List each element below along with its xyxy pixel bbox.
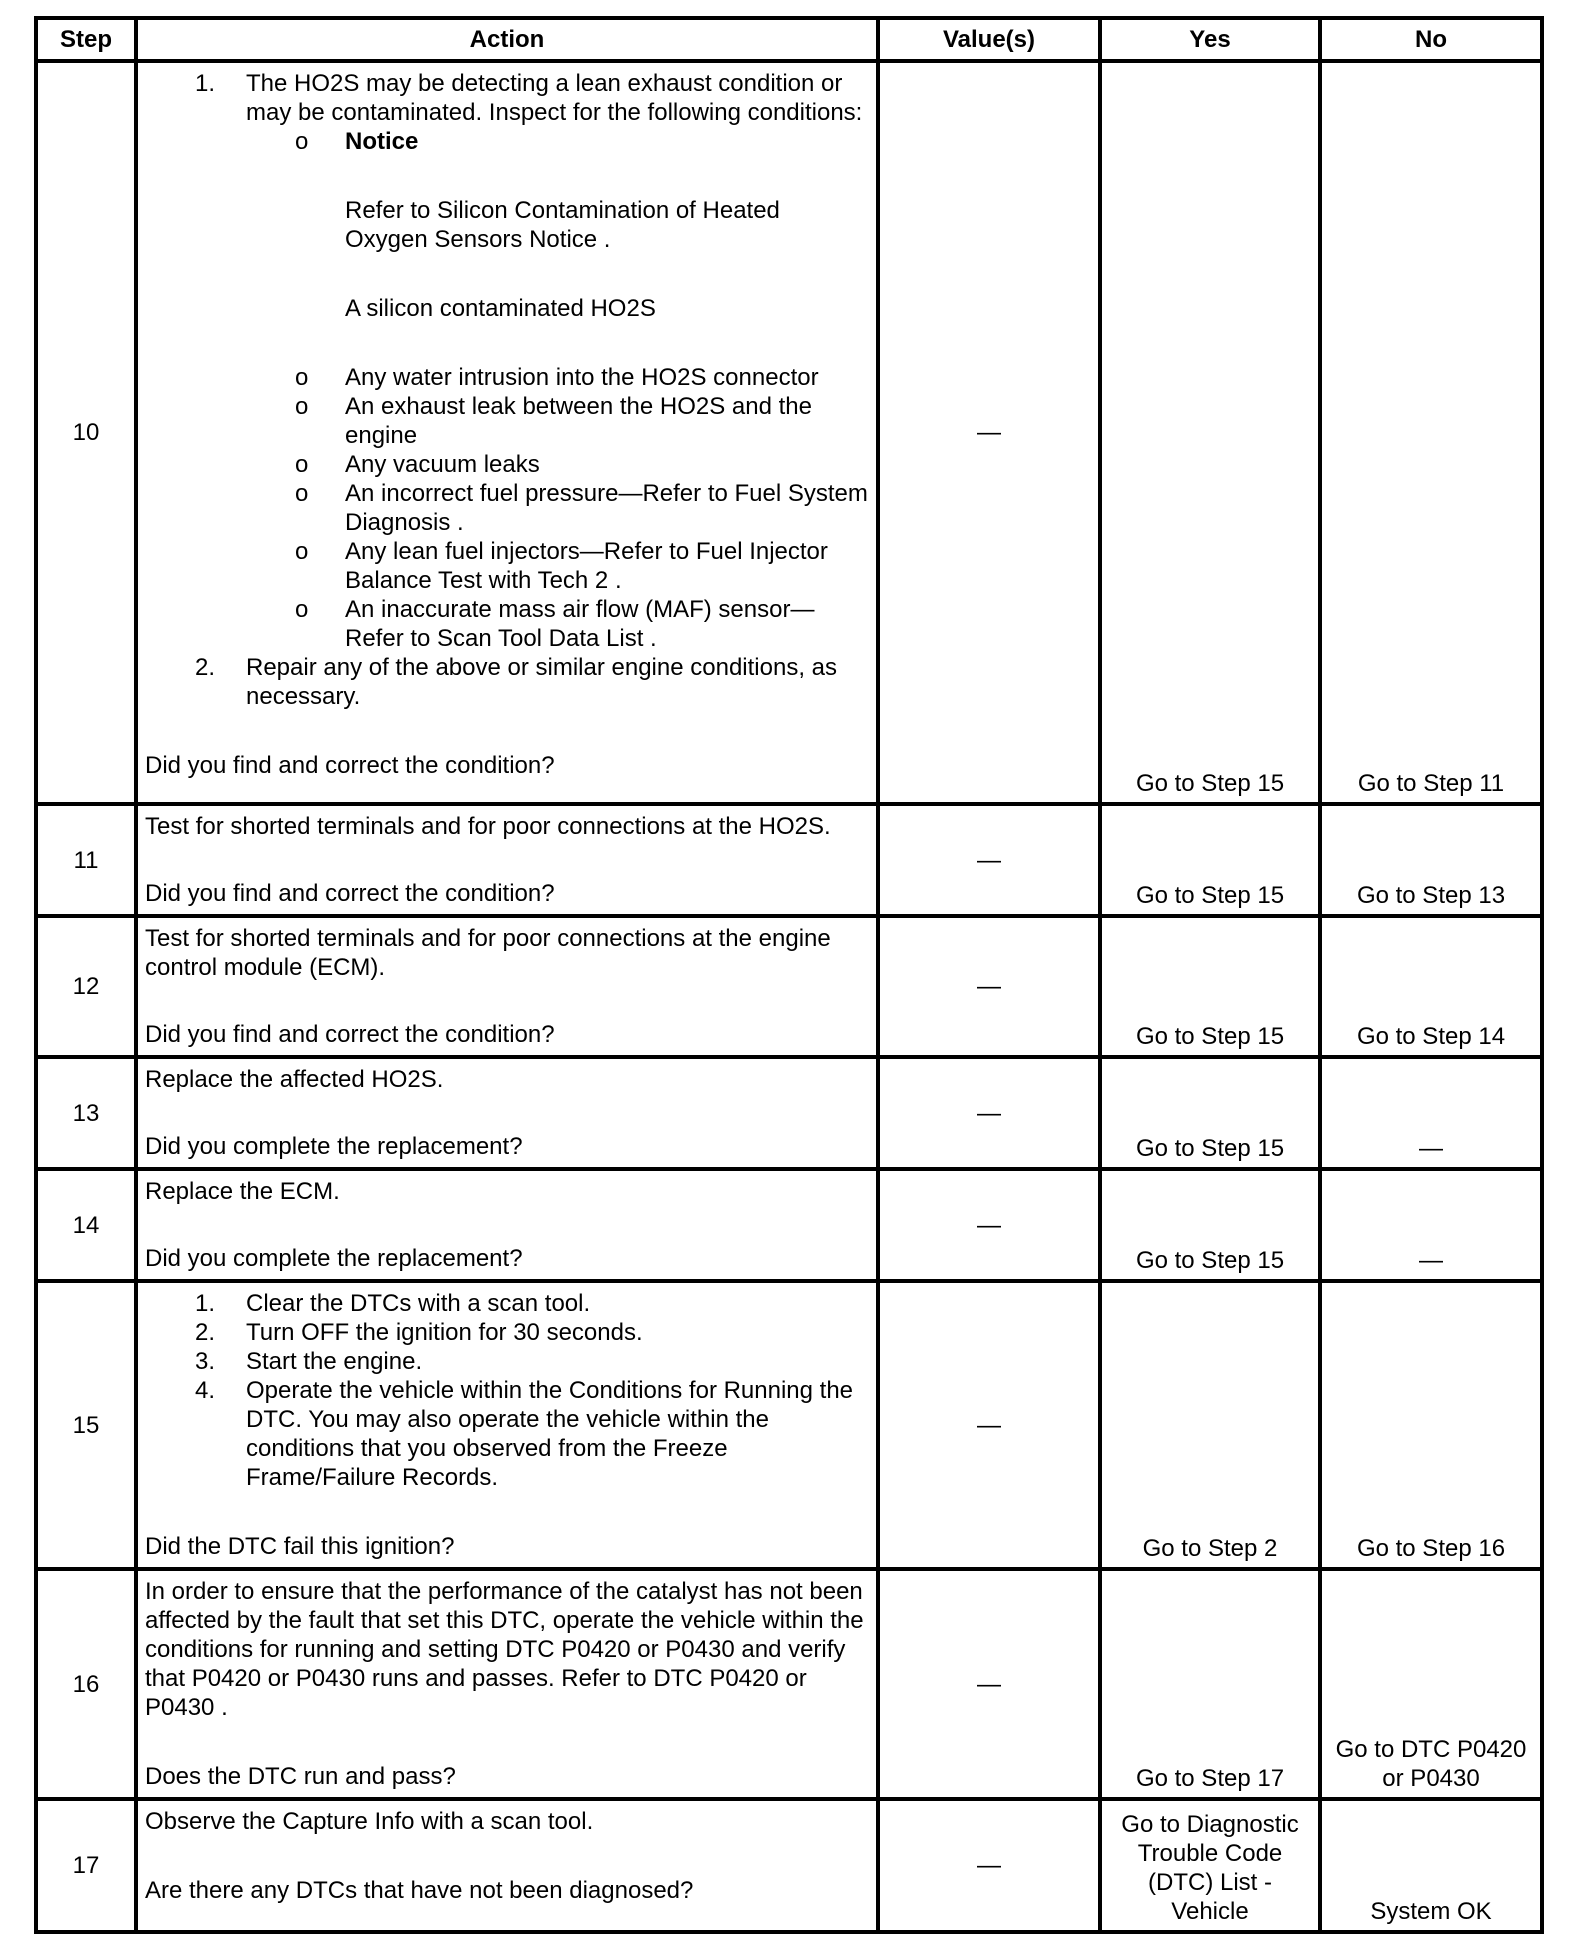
list-item <box>145 595 868 653</box>
table-row-step-10 <box>36 61 1542 804</box>
value-cell: — <box>878 1169 1100 1281</box>
condition-text: Any water intrusion into the HO2S connector <box>345 364 819 391</box>
bullet: o <box>295 128 309 155</box>
header-no: No <box>1320 18 1542 61</box>
list-item <box>145 653 868 711</box>
step-number: 14 <box>36 1169 136 1281</box>
table-row-step-11 <box>36 804 1542 916</box>
step-text: Clear the DTCs with a scan tool. <box>246 1290 591 1317</box>
yes-action-link[interactable]: Go to Step 15 <box>1100 1057 1320 1169</box>
list-item <box>145 1347 868 1376</box>
yes-action-link[interactable]: Go to Step 2 <box>1100 1281 1320 1569</box>
step-number: 13 <box>36 1057 136 1169</box>
table-row-step-14 <box>36 1169 1542 1281</box>
action-text: Test for shorted terminals and for poor connections at the HO2S. <box>145 813 831 840</box>
table-row-step-12 <box>36 916 1542 1057</box>
question-text: Did you find and correct the condition? <box>145 752 555 779</box>
header-row <box>36 18 1542 61</box>
no-action-value: — <box>1320 1057 1542 1169</box>
list-number: 4. <box>195 1377 216 1404</box>
action-cell <box>136 1169 878 1281</box>
list-item <box>145 69 868 653</box>
step-number: 15 <box>36 1281 136 1569</box>
value-cell: — <box>878 61 1100 804</box>
step-text: Operate the vehicle within the Conditions for Running the DTC. You may also operate the vehicle within the conditions that you observed from the Freeze Frame/Failure Records. <box>246 1377 854 1491</box>
header-action: Action <box>136 18 878 61</box>
yes-action-link[interactable]: Go to Step 17 <box>1100 1569 1320 1799</box>
yes-action-link[interactable]: Go to Diagnostic Trouble Code (DTC) List - Vehicle <box>1100 1799 1320 1932</box>
question-text: Does the DTC run and pass? <box>145 1763 456 1790</box>
list-number: 1. <box>195 70 216 97</box>
yes-action-link[interactable]: Go to Step 15 <box>1100 804 1320 916</box>
question-text: Did the DTC fail this ignition? <box>145 1533 455 1560</box>
bullet: o <box>295 364 309 391</box>
diagnostic-table <box>34 16 1544 1934</box>
yes-action-link[interactable]: Go to Step 15 <box>1100 1169 1320 1281</box>
no-action-link[interactable]: Go to Step 16 <box>1320 1281 1542 1569</box>
action-cell <box>136 916 878 1057</box>
list-item <box>145 1289 868 1318</box>
action-steps-list <box>145 1289 868 1492</box>
condition-text: Any lean fuel injectors—Refer to Fuel Injector Balance Test with Tech 2 . <box>345 538 828 594</box>
yes-action-link[interactable]: Go to Step 15 <box>1100 61 1320 804</box>
value-cell: — <box>878 804 1100 916</box>
table-row-step-16 <box>36 1569 1542 1799</box>
list-number: 2. <box>195 1319 216 1346</box>
header-step: Step <box>36 18 136 61</box>
bullet: o <box>295 596 309 623</box>
notice-title: Notice <box>345 128 419 155</box>
notice-reference-link[interactable]: Refer to Silicon Contamination of Heated Oxygen Sensors Notice . <box>345 197 780 253</box>
action-text: In order to ensure that the performance of the catalyst has not been affected by the fault that set this DTC, operate the vehicle within the conditions for running and setting DTC P0420 or P0430 and verify that P0420 or P0430 runs and passes. Refer to DTC P0420 or P0430 . <box>145 1578 864 1721</box>
action-cell <box>136 61 878 804</box>
list-item <box>145 479 868 537</box>
value-cell: — <box>878 1569 1100 1799</box>
notice-body: A silicon contaminated HO2S <box>345 295 656 322</box>
list-item <box>145 392 868 450</box>
step-number: 10 <box>36 61 136 804</box>
table-row-step-17 <box>36 1799 1542 1932</box>
action-cell <box>136 1281 878 1569</box>
notice-item <box>145 127 868 363</box>
list-item <box>145 537 868 595</box>
step-number: 12 <box>36 916 136 1057</box>
question-text: Did you find and correct the condition? <box>145 1021 555 1048</box>
step-number: 11 <box>36 804 136 916</box>
value-cell: — <box>878 916 1100 1057</box>
no-action-link[interactable]: Go to Step 13 <box>1320 804 1542 916</box>
question-text: Did you complete the replacement? <box>145 1245 523 1272</box>
table-row-step-13 <box>36 1057 1542 1169</box>
step-number: 16 <box>36 1569 136 1799</box>
action-text: Observe the Capture Info with a scan tool. <box>145 1808 594 1835</box>
header-values: Value(s) <box>878 18 1100 61</box>
condition-text: An incorrect fuel pressure—Refer to Fuel System Diagnosis . <box>345 480 868 536</box>
action-text: Replace the ECM. <box>145 1178 340 1205</box>
bullet: o <box>295 451 309 478</box>
condition-text: An exhaust leak between the HO2S and the engine <box>345 393 812 449</box>
table-row-step-15 <box>36 1281 1542 1569</box>
question-text: Are there any DTCs that have not been diagnosed? <box>145 1877 694 1904</box>
condition-list <box>246 127 868 653</box>
no-action-link[interactable]: Go to DTC P0420 or P0430 <box>1320 1569 1542 1799</box>
header-yes: Yes <box>1100 18 1320 61</box>
action-cell <box>136 1569 878 1799</box>
no-action-value: — <box>1320 1169 1542 1281</box>
condition-text: An inaccurate mass air flow (MAF) sensor—Refer to Scan Tool Data List . <box>345 596 815 652</box>
step-text: Repair any of the above or similar engine conditions, as necessary. <box>246 654 837 710</box>
action-cell <box>136 1799 878 1932</box>
question-text: Did you find and correct the condition? <box>145 880 555 907</box>
step-text: Turn OFF the ignition for 30 seconds. <box>246 1319 643 1346</box>
question-text: Did you complete the replacement? <box>145 1133 523 1160</box>
action-steps-list <box>145 69 868 711</box>
action-text: Replace the affected HO2S. <box>145 1066 444 1093</box>
value-cell: — <box>878 1281 1100 1569</box>
list-number: 1. <box>195 1290 216 1317</box>
step-text: The HO2S may be detecting a lean exhaust condition or may be contaminated. Inspect for the following conditions: <box>246 70 863 126</box>
bullet: o <box>295 393 309 420</box>
no-action-link[interactable]: Go to Step 14 <box>1320 916 1542 1057</box>
list-item <box>145 450 868 479</box>
list-item <box>145 363 868 392</box>
yes-action-link[interactable]: Go to Step 15 <box>1100 916 1320 1057</box>
list-number: 2. <box>195 654 216 681</box>
bullet: o <box>295 480 309 507</box>
action-cell <box>136 804 878 916</box>
list-item <box>145 1318 868 1347</box>
no-action-value: System OK <box>1320 1799 1542 1932</box>
step-text: Start the engine. <box>246 1348 423 1375</box>
condition-text: Any vacuum leaks <box>345 451 540 478</box>
bullet: o <box>295 538 309 565</box>
action-text: Test for shorted terminals and for poor connections at the engine control module (ECM). <box>145 925 831 981</box>
value-cell: — <box>878 1057 1100 1169</box>
list-number: 3. <box>195 1348 216 1375</box>
action-cell <box>136 1057 878 1169</box>
step-number: 17 <box>36 1799 136 1932</box>
value-cell: — <box>878 1799 1100 1932</box>
no-action-link[interactable]: Go to Step 11 <box>1320 61 1542 804</box>
list-item <box>145 1376 868 1492</box>
